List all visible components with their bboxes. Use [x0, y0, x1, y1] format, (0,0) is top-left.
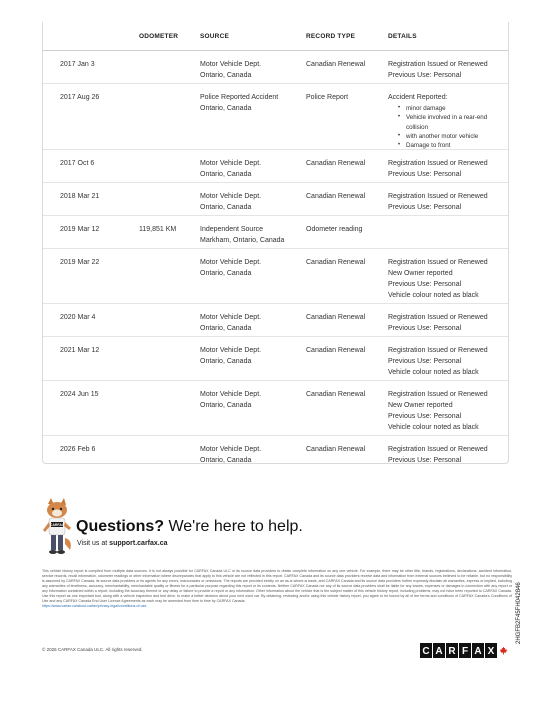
- row-record-type: Odometer reading: [306, 226, 363, 233]
- table-row: [43, 183, 508, 216]
- table-row: [43, 84, 508, 150]
- source-line: Motor Vehicle Dept.: [200, 314, 262, 321]
- table-row: [43, 381, 508, 436]
- source-line: Ontario, Canada: [200, 358, 252, 365]
- vin-number: 2HGFB2F45FH042846: [516, 582, 522, 644]
- source-line: Motor Vehicle Dept.: [200, 61, 262, 68]
- row-source: [200, 92, 278, 114]
- row-date: 2019 Mar 22: [60, 259, 100, 266]
- details-line: Registration Issued or Renewed: [388, 347, 488, 354]
- row-source: [200, 224, 284, 246]
- table-row: [43, 436, 508, 464]
- row-source: [200, 59, 261, 81]
- help-visit-prefix: Visit us at: [77, 540, 110, 547]
- details-line: New Owner reported: [388, 270, 453, 277]
- carfax-fox-mascot-icon: [40, 498, 74, 556]
- disclaimer-text: This vehicle history report is compiled from multiple data sources. It is not always possible for CARFAX Canada ULC or its source data providers to obtain complete information on any one vehicle. For example, there may be other title, brands, registrations, declarations, accident information, service records, recall information, odometer readings or other information where discrepancies that apply to this vehicle are not reflected in this report. CARFAX Canada and its source data providers receive data and information from external sources believed to be reliable, but no responsibility is assumed by CARFAX Canada, its source data providers or its agents for any errors, inaccuracies or omissions. The reports are provided strictly on an as-is where-is basis, and CARFAX Canada and its source data providers further expressly disclaim all warranties, express or implied, including any warranties of timeliness, accuracy, merchantability, merchantable quality or fitness for a particular purpose regarding this report or its contents. Neither CARFAX Canada nor any of its source data providers shall be liable for any losses, expenses or damages in connection with any report or any information contained within a report, including the accuracy thereof or any delay or failure to provide a report or any information. Other information about the vehicle that is the subject matter of this vehicle history report, including problems, may not have been reported to CARFAX Canada. Use this report as one important tool, along with a vehicle inspection and test drive, to make a better decision about your next used car. By obtaining, reviewing and/or using this vehicle history report, you agree to be bound by all of the terms and conditions of CARFAX Canada's Conditions of Use and any CARFAX Canada End User Licence Agreements as each may be amended from time to time by CARFAX Canada.: [42, 569, 512, 603]
- disclaimer: [42, 569, 512, 609]
- source-line: Police Reported Accident: [200, 94, 279, 101]
- row-details: [388, 345, 488, 378]
- header-record-type: RECORD TYPE: [306, 33, 356, 40]
- logo-letter: F: [459, 643, 471, 658]
- help-title: [76, 518, 303, 536]
- details-line: Previous Use: Personal: [388, 413, 462, 420]
- row-record-type: Canadian Renewal: [306, 314, 366, 321]
- source-line: Motor Vehicle Dept.: [200, 391, 262, 398]
- row-date: 2017 Jan 3: [60, 61, 95, 68]
- row-source: [200, 158, 261, 180]
- details-line: Previous Use: Personal: [388, 204, 462, 211]
- source-line: Motor Vehicle Dept.: [200, 193, 262, 200]
- logo-letter: X: [485, 643, 497, 658]
- details-line: Registration Issued or Renewed: [388, 160, 488, 167]
- row-record-type: Canadian Renewal: [306, 347, 366, 354]
- source-line: Ontario, Canada: [200, 402, 252, 409]
- row-record-type: Canadian Renewal: [306, 61, 366, 68]
- details-bullet: • Damage to front: [388, 141, 508, 150]
- details-line: Previous Use: Personal: [388, 171, 462, 178]
- source-line: Motor Vehicle Dept.: [200, 259, 262, 266]
- row-date: 2020 Mar 4: [60, 314, 96, 321]
- logo-letter: R: [446, 643, 458, 658]
- row-details: [388, 257, 488, 301]
- svg-text:CARFAX: CARFAX: [49, 523, 65, 527]
- source-line: Ontario, Canada: [200, 270, 252, 277]
- logo-letter: A: [472, 643, 484, 658]
- table-row: [43, 304, 508, 337]
- table-row: [43, 150, 508, 183]
- header-source: SOURCE: [200, 33, 230, 40]
- logo-letter: C: [420, 643, 432, 658]
- source-line: Ontario, Canada: [200, 72, 252, 79]
- header-odometer: ODOMETER: [139, 33, 179, 40]
- history-table: [42, 22, 509, 464]
- help-section: [36, 494, 303, 558]
- source-line: Ontario, Canada: [200, 457, 252, 464]
- header-details: DETAILS: [388, 33, 417, 40]
- row-source: [200, 191, 261, 213]
- details-line: Previous Use: Personal: [388, 457, 462, 464]
- source-line: Markham, Ontario, Canada: [200, 237, 285, 244]
- details-bullet-list: [388, 104, 508, 150]
- row-details: [388, 59, 488, 81]
- details-line: Previous Use: Personal: [388, 281, 462, 288]
- table-row: [43, 249, 508, 304]
- details-line: Registration Issued or Renewed: [388, 391, 488, 398]
- row-date: 2024 Jun 15: [60, 391, 99, 398]
- source-line: Motor Vehicle Dept.: [200, 446, 262, 453]
- row-odometer: 119,851 KM: [139, 226, 177, 233]
- logo-letter: A: [433, 643, 445, 658]
- details-bullet: • with another motor vehicle: [388, 132, 508, 141]
- source-line: Ontario, Canada: [200, 204, 252, 211]
- row-details: [388, 444, 488, 464]
- source-line: Motor Vehicle Dept.: [200, 347, 262, 354]
- row-source: [200, 345, 261, 367]
- details-line: New Owner reported: [388, 402, 453, 409]
- table-row: [43, 51, 508, 84]
- details-line: Registration Issued or Renewed: [388, 314, 488, 321]
- row-source: [200, 389, 261, 411]
- row-details: [388, 312, 488, 334]
- source-line: Independent Source: [200, 226, 264, 233]
- source-line: Motor Vehicle Dept.: [200, 160, 262, 167]
- details-line: Registration Issued or Renewed: [388, 193, 488, 200]
- row-details: [388, 389, 488, 433]
- help-visit: [77, 540, 168, 547]
- details-line: Vehicle colour noted as black: [388, 424, 479, 431]
- table-row: [43, 216, 508, 249]
- help-title-bold: Questions?: [76, 518, 165, 535]
- table-row: [43, 337, 508, 381]
- row-details: [388, 158, 488, 180]
- conditions-of-use-link[interactable]: https://www.carfax.ca/about-carfax/privacy-legal/conditions-of-use: [42, 604, 147, 608]
- details-line: Previous Use: Personal: [388, 358, 462, 365]
- details-line: Registration Issued or Renewed: [388, 61, 488, 68]
- row-source: [200, 444, 261, 464]
- details-line: Vehicle colour noted as black: [388, 292, 479, 299]
- help-title-rest: We're here to help.: [164, 518, 303, 535]
- row-record-type: Canadian Renewal: [306, 259, 366, 266]
- maple-leaf-icon: [499, 646, 508, 655]
- row-record-type: Canadian Renewal: [306, 446, 366, 453]
- row-record-type: Canadian Renewal: [306, 391, 366, 398]
- details-bullet: • minor damage: [388, 104, 508, 113]
- row-source: [200, 312, 261, 334]
- row-record-type: Canadian Renewal: [306, 193, 366, 200]
- details-line: Registration Issued or Renewed: [388, 259, 488, 266]
- row-date: 2017 Aug 26: [60, 94, 100, 101]
- table-body: [43, 51, 508, 464]
- source-line: Ontario, Canada: [200, 171, 252, 178]
- row-date: 2021 Mar 12: [60, 347, 100, 354]
- details-line: Accident Reported:: [388, 94, 448, 101]
- details-line: Previous Use: Personal: [388, 72, 462, 79]
- row-details: [388, 191, 488, 213]
- row-record-type: Police Report: [306, 94, 349, 101]
- table-header: [43, 22, 508, 51]
- source-line: Ontario, Canada: [200, 105, 252, 112]
- copyright: © 2026 CARFAX Canada ULC. All rights reserved.: [42, 647, 143, 652]
- row-source: [200, 257, 261, 279]
- row-record-type: Canadian Renewal: [306, 160, 366, 167]
- details-bullet: • Vehicle involved in a rear-end collision: [388, 113, 508, 132]
- details-line: Registration Issued or Renewed: [388, 446, 488, 453]
- row-date: 2017 Oct 6: [60, 160, 95, 167]
- row-date: 2018 Mar 21: [60, 193, 100, 200]
- row-date: 2019 Mar 12: [60, 226, 100, 233]
- details-line: Previous Use: Personal: [388, 325, 462, 332]
- row-details: [388, 92, 508, 150]
- row-date: 2026 Feb 6: [60, 446, 96, 453]
- support-link[interactable]: support.carfax.ca: [109, 540, 168, 547]
- source-line: Ontario, Canada: [200, 325, 252, 332]
- carfax-logo: [420, 643, 508, 658]
- details-line: Vehicle colour noted as black: [388, 369, 479, 376]
